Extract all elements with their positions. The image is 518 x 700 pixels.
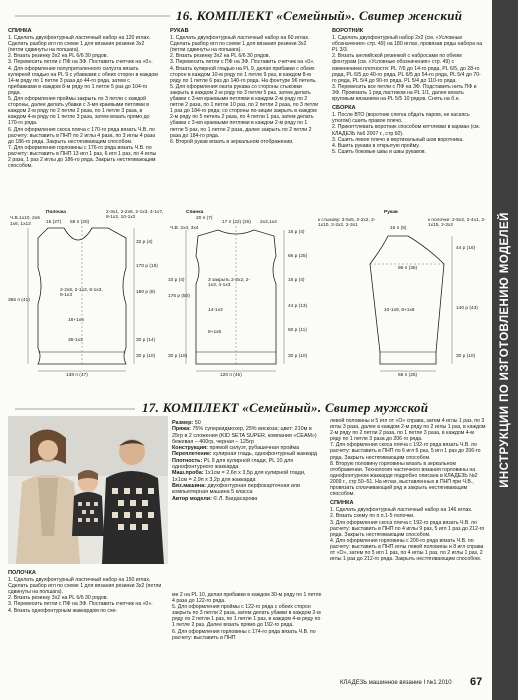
diagram-label: 3 закрыть 2-2х2, 2-1х3, 4-1х3: [208, 278, 251, 288]
diagram-label: 14-1х3: [208, 308, 223, 313]
footer-magazine: КЛАДЕЗЬ машинное вязание I №1 2010: [340, 680, 452, 686]
women-spinka-step: 4. Для оформления полуприталенного силуэта вязать кулирной гладью на PL 9 с убавками с обеих сторон в каждом 14-м ряду по 1 петле 3 раза до 44-го ряда, затем с прибавками в каждом 8-м ряду по 1 петле 5 раз до 104-го ряда.: [8, 65, 158, 96]
family-photo: [8, 416, 168, 564]
diagram-label: 10 р (4): [168, 278, 185, 283]
diagram-label: 140 р (43): [456, 306, 478, 311]
side-banner: [492, 0, 518, 700]
women-sborka-step: 2. Прикеттлевать воротник способом кеттлевки в карман (см. КЛАДЕЗЬ №6 2007 г., стр 60).: [332, 124, 481, 137]
page-number: 67: [470, 676, 483, 688]
spec-value: 1х1см = 2,6п х 3,5р для кулирной глади, 1х1см = 2,9п х 3,2р для жаккарда: [172, 470, 306, 483]
men-polochka-column: [8, 570, 168, 614]
diagram-label: Ч.В.1х10, 2х6: [10, 216, 40, 221]
men-col2-step: ме 2 на PL 10, делая прибавки в каждом 30-м ряду по 1 петле 4 раза до 122-го ряда.: [172, 592, 322, 605]
diagram-label: 10-1х9, 8+1х6: [384, 308, 415, 313]
women-vorotnik-step: 3. Перевесить все петли с ПФ на ЗФ. Подставить нить ПФ и ЗФ. Провязать 1 ряд ластиком на PL 1/1, далее вязать круговым вязанием на PL 5/5 10 рядов. Снять на б.н.: [332, 83, 477, 103]
spinka-diagram: [168, 208, 318, 378]
women-spinka-heading: СПИНКА: [8, 28, 32, 34]
women-rukav-heading: РУКАВ: [170, 28, 189, 34]
diagram-label: 30 р (10): [168, 354, 188, 359]
diagram-label: 60 р (11): [288, 328, 307, 333]
section-title-16: 16. КОМПЛЕКТ «Семейный». Свитер женский: [176, 8, 463, 23]
men-col3-continued: левой половины и 5 игл от «О» справа, затем 4 иглы 1 раз, по 3 иглы 3 раза, далее в каждом 2-м ряду по 2 иглы 1 раз, в каждом 2-м ряду по 2 петли 2 раза, по 1 петле 3 раза, в каждом 4-м ряду по 1 петле 3 раза до 206 го ряда.: [330, 418, 486, 443]
spec-key: Переплетение:: [172, 451, 212, 458]
family-photo-image: [8, 416, 168, 564]
diagram-label: 180 р (8): [136, 290, 156, 295]
men-spinka-step: 2. Вязать схему по п.п.1-5 полочки.: [330, 513, 415, 520]
spec-sample: [172, 470, 320, 483]
spec-value: двухфонтурная перфокарточная или компьютерная машина 5 класса: [172, 482, 301, 496]
men-polochka-heading: ПОЛОЧКА: [8, 570, 36, 576]
diagram-label: 66 п (25): [398, 373, 418, 378]
men-polochka-step: 3. Перевесить петли с ПФ на ЗФ. Поставить счетчик на «0».: [8, 601, 153, 608]
women-sborka-heading: СБОРКА: [332, 105, 356, 112]
men-col2-step: 5. Для оформления проймы с 122-го ряда с обеих сторон закрыть по 3 петли 2 раза, затем делать убавки в каждом 2-м ряду по 2 петли 1 раз, по 1 петле 1 раз, в каждом 4-м ряду по 1 петле 2 раз. Далее вязать прямо до 192-го ряда.: [172, 604, 321, 629]
diagram-label: 30 р (10): [456, 354, 476, 359]
spec-value: кулирная гладь, однофонтурный жаккард: [213, 451, 318, 458]
spec-value: PL 9 для кулирной глади, PL 10 для однофонтурного жаккарда: [172, 457, 294, 471]
diagram-label: к стыкову: 3-5х5, 2-2х2, 2-1х10, 2-2х2, 2-3х1: [318, 218, 376, 228]
title-rule: [15, 408, 135, 410]
diagram-label: 2х2,1х4: [260, 220, 277, 225]
rukav-diagram: [318, 208, 488, 378]
diagram-label: 36-1х3: [68, 338, 83, 343]
men-spinka-step: 1. Сделать двухфонтурный ластичный набор на 146 иглах.: [330, 507, 473, 514]
women-sborka-step: 4. Вшить рукава в открытую пройму.: [332, 142, 420, 149]
diagram-label: к полочке: 2-5х2, 2-4х1, 2-1х15, 2-2х2: [428, 218, 486, 228]
diagram-label: 16 р (4): [288, 278, 305, 283]
women-spinka-step: 5. Для оформления проймы закрыть по 3 петли с каждой стороны, далее делать убавки с 3-мя краевыми петлями в каждом 2-м ряду по 2 петли 2 раза, по 1 петле 3 раза, в каждом 4-м ряду по 1 петле 3 раза, затем вязать прямо до 170-го ряда.: [8, 96, 150, 127]
diagram-label: 2-3х1, 2-2х6, 2-1х3, 4-1х7, 8-1х2, 10-1х2: [106, 210, 164, 220]
diagram-label: 16 (27): [46, 220, 62, 225]
diagram-label: 30 р (10): [136, 354, 156, 359]
spec-key: Плотность:: [172, 457, 203, 464]
diagram-label: 17 п (22) (26): [222, 220, 251, 225]
spec-author: [172, 496, 320, 502]
women-vorotnik-column: [332, 28, 484, 155]
side-banner-text: ИНСТРУКЦИИ ПО ИЗГОТОВЛЕНИЮ МОДЕЛЕЙ: [499, 212, 511, 488]
spec-machine: [172, 483, 320, 496]
men-spinka-step: 3. Для оформления скоса плеча с 192-го ряда вязать Ч.В. по расчету: выставить в ПНП по 4 иглы 9 раз, 5 игл 1 раз до 212-го ряда. Закрыть нестягивающим способом.: [330, 519, 485, 538]
spec-key: Пряжа:: [172, 426, 191, 433]
diagram-label: 30 р (14): [136, 338, 156, 343]
diagram-label: 16 р (4): [288, 230, 305, 235]
section-title-17: 17. КОМПЛЕКТ «Семейный». Свитер мужской: [142, 400, 429, 415]
women-vorotnik-step: 2. Вязать английской резинкой с набросами по обеим фонтурам (см. «Условные обозначения» стр. 49) с изменением плотности: PL 7/6 до 14-го ряда, PL 6/5, до 28-го ряда, PL 6/5 до 40-го ряда, PL 6/5 до 54-го ряда, PL 5/4 до 70-го ряда, PL 5/4 до 90-го ряда, PL 5/4 до 110-го ряда.: [332, 53, 481, 84]
diagram-label: 170 р (19): [136, 264, 158, 269]
title-rule: [15, 15, 170, 17]
men-polochka-step: 2. Вязать резинку 3х2 на PL 6/6 30 рядов.: [8, 595, 109, 602]
polochka-diagram: [8, 208, 168, 378]
diagram-label: 366 п (41): [8, 298, 30, 303]
diagram-label: 58 п (20): [70, 220, 90, 225]
women-sborka-step: 5. Сшить боковые швы и швы рукавов.: [332, 148, 426, 155]
polochka-title: Полочка: [46, 210, 66, 215]
men-right-column: [330, 418, 486, 562]
men-spinka-step: 4. Для оформления горловины с 200-го ряда вязать Ч.В. по расчету: выставить в ПНП иглы левой половины и 8 игл справа от «О», затем по 5 игл 1 раз, по 4 иглы 1 раз, по 2 иглы 1 раз, 2 иглы 1 раз до 212-го ряда. Закрыть нестягивающим способом.: [330, 537, 484, 563]
women-rukav-column: [170, 28, 322, 145]
women-rukav-step: 6. Второй рукав вязать в зеркальном отображении.: [170, 138, 294, 145]
women-spinka-step: 2. Вязать резинку 3х2 на PL 6/6 30 рядов.: [8, 53, 109, 60]
women-spinka-step: 7. Для оформления горловины с 176-го ряда вязать Ч.В. по расчету: выставить в ПНП 13 игл 1 раз, 6 игл 1 раз, по 4 иглы 2 раза, 1 раз 2 иглы до 186-го ряда. Закрыть нестягивающим способом.: [8, 144, 157, 170]
men-middle-column: [172, 592, 322, 641]
diagram-label: 8+1х5: [208, 330, 222, 335]
diagram-label: 138 п (47): [66, 373, 88, 378]
women-rukav-step: 4. Вязать кулирной гладью на PL 9, делая прибавки с обеих сторон в каждом 10-м ряду по 1 петле 9 раз, в каждом 8-м ряду по 1 петле 6 раз до 140-го ряда. На фонтуре 96 петель.: [170, 65, 317, 84]
men-polochka-step: 1. Сделать двухфонтурный ластичный набор на 150 иглах. Сделать разбор игл по схеме 1 для вязания резинки 3х2 (петли сдвинуты на полшага).: [8, 577, 162, 596]
spec-yarn: [172, 426, 320, 445]
spec-value: прямой силуэт, рубашечная пройма: [209, 445, 300, 452]
spec-key: Размер:: [172, 420, 194, 426]
men-polochka-step: 4. Вязать однофонтурным жаккардом по схе-: [8, 607, 118, 614]
women-rukav-step: 3. Перевесить петли с ПФ на ЗФ. Поставить счетчик на «0».: [170, 59, 315, 66]
diagram-label: 96 п (36): [398, 266, 418, 271]
spinka-title: Спинка: [186, 210, 204, 215]
diagram-label: 16+1х6: [68, 318, 84, 323]
spec-key: Конструкция:: [172, 445, 208, 452]
diagram-label: 20 п (7): [196, 216, 213, 221]
diagram-label: Ч.В. 2х4, 3х4: [170, 226, 199, 231]
diagram-label: 120 п (45): [220, 373, 242, 378]
men-col2-step: 6. Для оформления горловины с 174-го ряда вязать Ч.В. по расчету: выставить в ПНП: [172, 628, 316, 641]
men-spinka-heading: СПИНКА: [330, 500, 354, 507]
diagram-label: 30 р (10): [288, 354, 308, 359]
women-spinka-step: 3. Перевесить петли с ПФ на ЗФ. Поставить счетчик на «0».: [8, 59, 153, 66]
rukav-outline: [318, 208, 488, 378]
women-vorotnik-heading: ВОРОТНИК: [332, 28, 364, 34]
spec-density: [172, 458, 320, 471]
spec-key: Вяз.машина:: [172, 482, 206, 489]
diagram-label: 176 р (50): [168, 294, 190, 299]
spec-value: 75% суперкидмохер, 25% вискоза; цвет: 210м в 25гр в 2 сложения (KID SETA SUPER, компания «СЕАМ») бежевая – 400гр, черная – 125гр: [172, 426, 317, 445]
spec-key: Автор модели:: [172, 495, 212, 502]
diagram-label: 32 р (4): [136, 240, 153, 245]
diagram-label: 2-2х6, 2-1х3, 6-1х3, 8-1х3: [60, 288, 103, 298]
men-col3-step: 7. Для оформления скоса плеча с 192-го ряда вязать Ч.В. по расчету: выставить в ПНП по 6 игл 6 раз, 5 игл 1 раз до 206-го ряда. Закрыть нестягивающим способом.: [330, 442, 481, 461]
diagram-label: 66 р (25): [288, 254, 308, 259]
women-spinka-step: 1. Сделать двухфонтурный ластичный набор на 120 иглах. Сделать разбор игл по схеме 1 для вязания резинки 3х2 (петли сдвинуты на полшага).: [8, 35, 151, 54]
diagram-label: 15 п (5): [390, 226, 407, 231]
women-spinka-column: [8, 28, 158, 169]
diagram-label: 44 р (16): [456, 246, 476, 251]
specs-block: [172, 420, 320, 502]
spec-value: © Л. Багдасарова: [213, 495, 258, 502]
women-spinka-step: 6. Для оформления скоса плеча с 170-го ряда вязать Ч.В. по расчету: выставить в ПНП по 2 иглы 4 раза, по 3 иглы 4 раза до 186-го ряда. Закрыть нестягивающим способом.: [8, 126, 156, 145]
women-rukav-step: 2. Вязать резинку 3х2 на PL 6/6 30 рядов.: [170, 53, 271, 60]
spec-key: Маш.проба:: [172, 470, 204, 477]
rukav-title: Рукав: [384, 210, 398, 215]
diagram-label: 1х6, 1х13: [10, 222, 31, 227]
men-col3-step: 8. Вторую половину горловины вязать в зеркальном отображении. Технология частичного вязания горловины на однофонтурном жаккарде подробно описана в КЛАДЕЗЬ №2 2009 г., стр 50–51. На иглах, выставленных в ПНП при Ч.В., провязать сплачивающий ряд и закрыть нестягивающим способом.: [330, 460, 478, 498]
women-sborka-step: 3. Сшить левое плечо и вертикальный шов воротника.: [332, 136, 464, 143]
women-sborka-step: 1. После ВТО (воротник слегка обдать паром, не касаясь утюгом) сшить правое плечо.: [332, 112, 470, 125]
women-rukav-step: 5. Для оформления оката рукава со стороны стыковки закрыть в каждом 2-м ряду по 3 петли 5 раз, затем делать убавки с 3-мя краевыми петлями в каждом 2-м ряду по 2 петли 2 раза, по 1 петле 10 раз, по 2 петли 2 раза, по 3 петли 1 раз до 184-го ряда; со стороны по-зиции закрыть в каждом 2-м ряду по 5 петель 2 раза, по 4 петли 1 раз, затем делать убавки с 3-мя краевыми петлями в каждом 2-м ряду по 1 петле 5 раз, по 1 петле 2 раза, далее закрыть по 2 петли 2 раза до 184-го ряда.: [170, 83, 319, 139]
spec-value: 50: [194, 420, 201, 426]
women-vorotnik-step: 1. Сделать двухфонтурный набор 2х2 (см. «Условные обозначения» стр. 49) на 180 иглах, провязав ряды набора на PL 3/3.: [332, 35, 483, 54]
women-rukav-step: 1. Сделать двухфонтурный ластичный набор на 60 иглах. Сделать разбор игл по схеме 1 для вязания резинки 3х2 (петли сдвинуты на полшага).: [170, 35, 310, 54]
diagram-label: 44 р (13): [288, 304, 308, 309]
